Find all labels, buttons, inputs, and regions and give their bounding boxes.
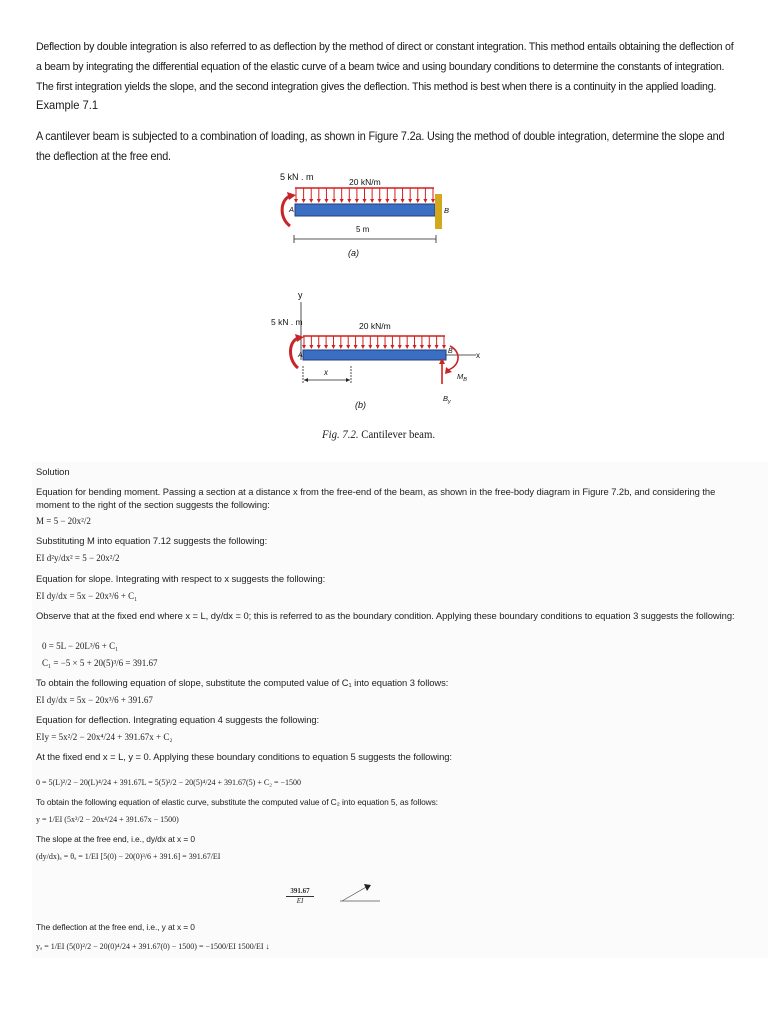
- solution-title: Solution: [36, 466, 70, 477]
- load-arrowhead: [324, 199, 328, 203]
- fig-b-beam: [303, 350, 446, 360]
- figure-b-free-body-diagram: [262, 286, 492, 416]
- fig-a-span-label: 5 m: [356, 225, 370, 234]
- boundary-condition-text: Observe that at the fixed end where x = L, dy/dx = 0; this is referred to as the boundary condition. Applying these boundary conditions to equation 3 suggests the following:: [36, 610, 735, 621]
- equation-slope: EI dy/dx = 5x − 20x³/6 + C₁: [36, 591, 138, 601]
- fig-b-moment-label: 5 kN . m: [271, 317, 303, 327]
- slope-result-fraction: $\frac{391.67}{EI}$: [286, 887, 314, 905]
- fig-a-moment-label: 5 kN . m: [280, 172, 314, 182]
- slope-equation-text: Equation for slope. Integrating with respect to x suggests the following:: [36, 573, 326, 584]
- fig-a-point-a: A: [289, 205, 295, 214]
- load-arrowhead: [339, 345, 343, 349]
- load-arrowhead: [309, 199, 313, 203]
- fig-b-section-label: x: [324, 368, 328, 377]
- deflection-equation-text: Equation for deflection. Integrating equation 4 suggests the following:: [36, 714, 320, 725]
- load-arrowhead: [390, 345, 394, 349]
- load-arrowhead: [317, 345, 321, 349]
- fig-b-moment-arrow: [291, 338, 299, 368]
- load-arrowhead: [324, 345, 328, 349]
- load-arrowhead: [405, 345, 409, 349]
- deflection-free-end-text: The deflection at the free end, i.e., y at x = 0: [36, 922, 195, 932]
- load-arrowhead: [376, 345, 380, 349]
- equation-constant-c2: 0 = 5(L)²/2 − 20(L)⁴/24 + 391.67L = 5(5)²/2 − 20(5)⁴/24 + 391.67(5) + C₂ = −1500: [36, 778, 301, 787]
- load-arrowhead: [317, 199, 321, 203]
- substitution-text: Substituting M into equation 7.12 suggests the following:: [36, 535, 268, 546]
- load-arrowhead: [398, 345, 402, 349]
- load-arrowhead: [420, 345, 424, 349]
- figure-caption: [322, 427, 435, 442]
- fig-b-reaction-moment: $M_B$: [457, 372, 467, 383]
- load-arrowhead: [294, 199, 298, 203]
- equation-moment: M = 5 − 20x²/2: [36, 516, 91, 526]
- slope-sketch: [338, 881, 382, 905]
- equation-deflection: EIy = 5x²/2 − 20x⁴/24 + 391.67x + C₂: [36, 732, 173, 742]
- load-arrowhead: [413, 345, 417, 349]
- fig-b-reaction-force: $B_y$: [443, 394, 451, 405]
- load-arrowhead: [354, 345, 358, 349]
- fig-a-point-b: B: [444, 206, 450, 215]
- load-arrowhead: [368, 345, 372, 349]
- bending-moment-text: Equation for bending moment. Passing a section at a distance x from the free-end of the beam, as shown in the free-body diagram in Figure 7.2b, and considering the moment to the right of the section suggests the following:: [36, 486, 716, 510]
- load-arrowhead: [383, 345, 387, 349]
- example-heading: Example 7.1: [36, 98, 99, 112]
- equation-elastic-curve: EI d²y/dx² = 5 − 20x²/2: [36, 553, 120, 563]
- equation-deflection-free-end: yₐ = 1/EI (5(0)²/2 − 20(0)⁴/24 + 391.67(0) − 1500) = −1500/EI 1500/EI ↓: [36, 942, 270, 951]
- load-arrowhead: [427, 345, 431, 349]
- figure-a-cantilever-beam: [270, 168, 480, 263]
- equation-boundary-1: 0 = 5L − 20L³/6 + C₁: [42, 641, 119, 651]
- obtain-slope-text: To obtain the following equation of slope, substitute the computed value of C₁ into equation 3 follows:: [36, 677, 449, 688]
- load-arrowhead: [370, 199, 374, 203]
- load-arrowhead: [331, 345, 335, 349]
- load-arrowhead: [361, 345, 365, 349]
- fig-b-point-a: A: [298, 352, 303, 359]
- load-arrowhead: [393, 199, 397, 203]
- load-arrowhead: [378, 199, 382, 203]
- fig-b-x-axis-label: x: [476, 351, 480, 360]
- fig-a-fixed-support: [435, 194, 442, 229]
- equation-elastic-final: y = 1/EI (5x²/2 − 20x⁴/24 + 391.67x − 1500): [36, 815, 179, 824]
- fig-b-moment-arrowhead: [295, 334, 304, 342]
- load-arrowhead: [423, 199, 427, 203]
- fig-b-y-axis-label: y: [298, 290, 303, 300]
- equation-constant-c1: C₁ = −5 × 5 + 20(5)³/6 = 391.67: [42, 658, 158, 668]
- fixed-end-text: At the fixed end x = L, y = 0. Applying these boundary conditions to equation 5 suggests the following:: [36, 751, 452, 762]
- fig-b-point-b: B: [448, 348, 453, 355]
- load-arrowhead: [340, 199, 344, 203]
- load-arrowhead: [332, 199, 336, 203]
- load-arrowhead: [363, 199, 367, 203]
- example-problem-text: A cantilever beam is subjected to a combination of loading, as shown in Figure 7.2a. Using the method of double integration, determine the slope and the deflection at the free end.: [36, 129, 725, 163]
- fig-b-load-label: 20 kN/m: [359, 321, 391, 331]
- equation-slope-final: EI dy/dx = 5x − 20x³/6 + 391.67: [36, 695, 153, 705]
- fig-a-distributed-load: [294, 188, 435, 203]
- load-arrowhead: [355, 199, 359, 203]
- load-arrowhead: [442, 345, 446, 349]
- load-arrowhead: [385, 199, 389, 203]
- figure-caption-prefix: Fig. 7.2.: [322, 427, 359, 441]
- load-arrowhead: [346, 345, 350, 349]
- load-arrowhead: [416, 199, 420, 203]
- load-arrowhead: [408, 199, 412, 203]
- fig-b-sub-label: (b): [355, 400, 366, 410]
- load-arrowhead: [435, 345, 439, 349]
- fig-a-load-label: 20 kN/m: [349, 177, 381, 187]
- figure-caption-text: Cantilever beam.: [358, 427, 436, 441]
- slope-free-end-text: The slope at the free end, i.e., dy/dx at x = 0: [36, 834, 195, 844]
- load-arrowhead: [401, 199, 405, 203]
- load-arrowhead: [302, 199, 306, 203]
- fig-b-distributed-load: [302, 336, 446, 349]
- load-arrowhead: [309, 345, 313, 349]
- load-arrowhead: [347, 199, 351, 203]
- load-arrowhead: [302, 345, 306, 349]
- elastic-curve-text: To obtain the following equation of elastic curve, substitute the computed value of C₂ into equation 5, as follows:: [36, 797, 438, 807]
- fig-a-beam: [295, 204, 435, 216]
- intro-paragraph: Deflection by double integration is also referred to as deflection by the method of direct or constant integration. This method entails obtaining the deflection of a beam by integrating the differential equation of the elastic curve of a beam twice and using boundary conditions to determine the constants of integration. The first integration yields the slope, and the second integration gives the deflection. This method is best when there is a continuity in the applied loading.: [36, 41, 734, 93]
- fig-a-sub-label: (a): [348, 248, 359, 258]
- load-arrowhead: [431, 199, 435, 203]
- fig-a-moment-arrowhead: [287, 192, 296, 200]
- equation-slope-free-end: (dy/dx)ₐ = θₐ = 1/EI [5(0) − 20(0)³/6 + 391.6] = 391.67/EI: [36, 852, 221, 861]
